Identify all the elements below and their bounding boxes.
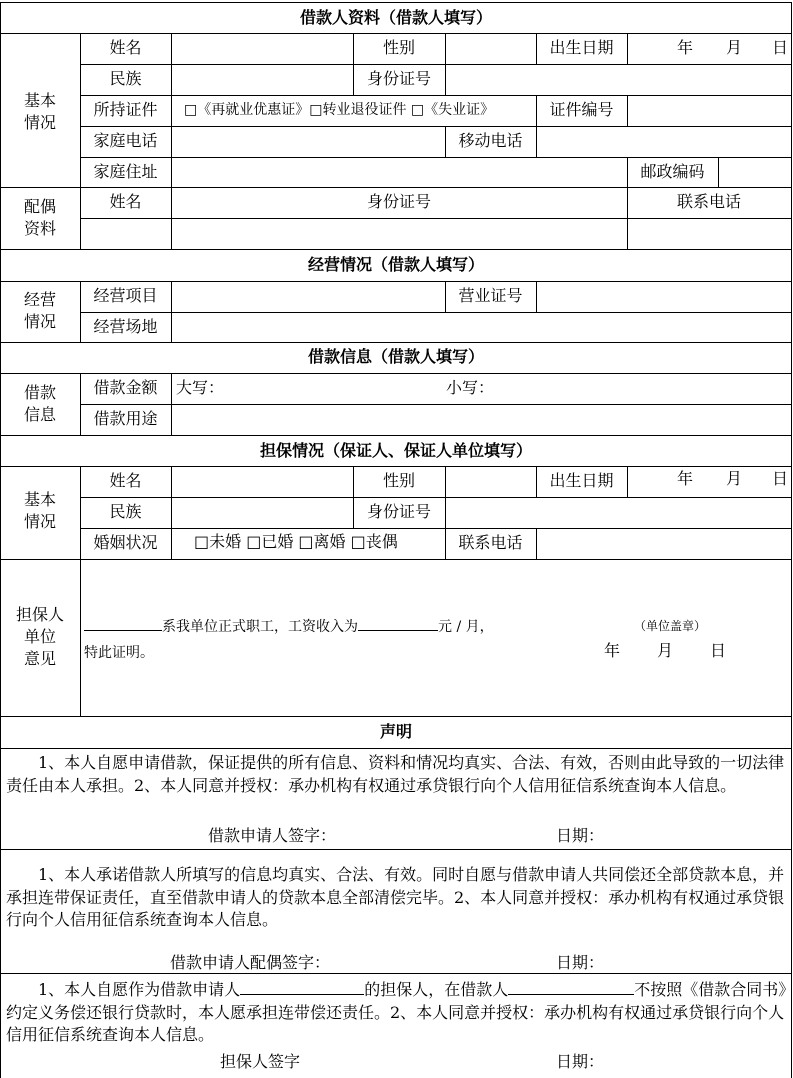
borrower-declaration: 1、本人自愿申请借款，保证提供的所有信息、资料和情况均真实、合法、有效，否则由此导致的一切法律责任由本人承担。2、本人同意并授权：承办机构有权通过承贷银行向个人信用征信系统查询本人信息。 [6, 753, 785, 795]
borrower-date-label: 日期： [556, 826, 605, 845]
guarantor-birth-month: 月 [726, 469, 743, 488]
guarantor-birth-year: 年 [677, 469, 694, 488]
certify-text: 特此证明。 [84, 645, 154, 661]
employee-text: 系我单位正式职工，工资收入为 [162, 619, 358, 635]
guarantor-decl-part-a: 1、本人自愿作为借款申请人 [38, 980, 241, 999]
borrower-gender-label: 性别 [382, 38, 415, 57]
borrower-gender-field[interactable] [446, 34, 536, 64]
cert-no-label: 证件编号 [549, 100, 614, 119]
guarantor-date-label: 日期： [556, 1052, 605, 1071]
guarantor-ethnic-label: 民族 [109, 502, 142, 521]
amount-upper-label: 大写： [176, 378, 225, 397]
guarantor-decl-part-c: 不按照《借款合同书》约定义务偿还银行贷款时，本人愿承担连带偿还责任。2、本人同意并授权：承办机构有权通过承贷银行向个人信用征信系统查询本人信息。 [6, 980, 787, 1044]
guarantor-decl-part-b: 的担保人，在借款人 [364, 980, 509, 999]
seal-year-label: 年 [604, 641, 621, 660]
spouse-date-label: 日期： [556, 953, 605, 972]
loan-info-label: 借款 信息 [23, 383, 56, 424]
spouse-info-label: 配偶 资料 [23, 197, 56, 238]
birth-month-label: 月 [726, 38, 743, 57]
section-title-borrower: 借款人资料（借款人填写） [299, 8, 492, 27]
guarantor-birth-label: 出生日期 [549, 471, 614, 490]
borrower-ethnic-label: 民族 [109, 69, 142, 88]
loan-amount-label: 借款金额 [93, 378, 158, 397]
declaration-title: 声明 [379, 722, 412, 741]
home-phone-label: 家庭电话 [93, 131, 158, 150]
section-title-loan: 借款信息（借款人填写） [307, 347, 484, 366]
spouse-sign-label: 借款申请人配偶签字： [170, 953, 331, 972]
postcode-label: 邮政编码 [640, 162, 705, 181]
guarantor-birth-day: 日 [772, 469, 789, 488]
section-title-business: 经营情况（借款人填写） [307, 255, 484, 274]
cert-options-checkboxes[interactable]: □《再就业优惠证》□转业退役证件 □《失业证》 [184, 102, 495, 118]
spouse-name-label: 姓名 [109, 192, 142, 211]
borrower-birth-label: 出生日期 [549, 38, 614, 57]
address-label: 家庭住址 [93, 162, 158, 181]
business-label: 经营 情况 [23, 290, 56, 331]
cert-no-field[interactable] [628, 96, 791, 126]
cert-held-label: 所持证件 [93, 100, 158, 119]
amount-lower-label: 小写： [446, 378, 495, 397]
employment-statement [84, 615, 494, 637]
business-license-label: 营业证号 [458, 286, 523, 305]
borrower-id-field[interactable] [446, 65, 791, 95]
seal-day-label: 日 [710, 641, 727, 660]
borrower-id-label: 身份证号 [366, 69, 431, 88]
borrower-name-blank[interactable] [508, 979, 634, 995]
spouse-id-label: 身份证号 [366, 192, 431, 211]
seal-month-label: 月 [657, 641, 674, 660]
unit-seal-label: （单位盖章） [634, 619, 707, 633]
guarantor-gender-label: 性别 [382, 471, 415, 490]
birth-year-label: 年 [677, 38, 694, 57]
borrower-name-label: 姓名 [109, 38, 142, 57]
borrower-name-field[interactable] [172, 34, 353, 64]
employee-name-blank[interactable] [84, 615, 162, 631]
guarantor-sign-label: 担保人签字 [220, 1052, 301, 1071]
marital-label: 婚姻状况 [93, 533, 158, 552]
spouse-declaration: 1、本人承诺借款人所填写的信息均真实、合法、有效。同时自愿与借款申请人共同偿还全部贷款本息，并承担连带保证责任，直至借款申请人的贷款本息全部清偿完毕。2、本人同意并授权：承办机构有权通过承贷银行向个人信用征信系统查询本人信息。 [6, 865, 785, 929]
basic-info-label: 基本 情况 [23, 91, 56, 132]
employer-opinion-label: 担保人 单位 意见 [15, 605, 64, 668]
guarantor-contact-label: 联系电话 [458, 533, 523, 552]
mobile-label: 移动电话 [458, 131, 523, 150]
guarantor-basic-label: 基本 情况 [23, 490, 56, 531]
business-project-label: 经营项目 [93, 286, 158, 305]
borrower-sign-label: 借款申请人签字： [208, 826, 337, 845]
business-site-label: 经营场地 [93, 317, 158, 336]
marital-options-checkboxes[interactable]: □未婚 □已婚 □离婚 □丧偶 [194, 532, 398, 551]
spouse-phone-label: 联系电话 [676, 192, 741, 211]
guarantor-name-label: 姓名 [109, 471, 142, 490]
birth-day-label: 日 [772, 38, 789, 57]
guarantor-id-label: 身份证号 [366, 502, 431, 521]
loan-purpose-label: 借款用途 [93, 409, 158, 428]
applicant-name-blank[interactable] [240, 979, 364, 995]
salary-blank[interactable] [358, 615, 438, 631]
salary-unit: 元 / 月， [438, 619, 494, 635]
guarantor-declaration [6, 979, 788, 1047]
section-title-guarantor: 担保情况（保证人、保证人单位填写） [259, 441, 532, 460]
